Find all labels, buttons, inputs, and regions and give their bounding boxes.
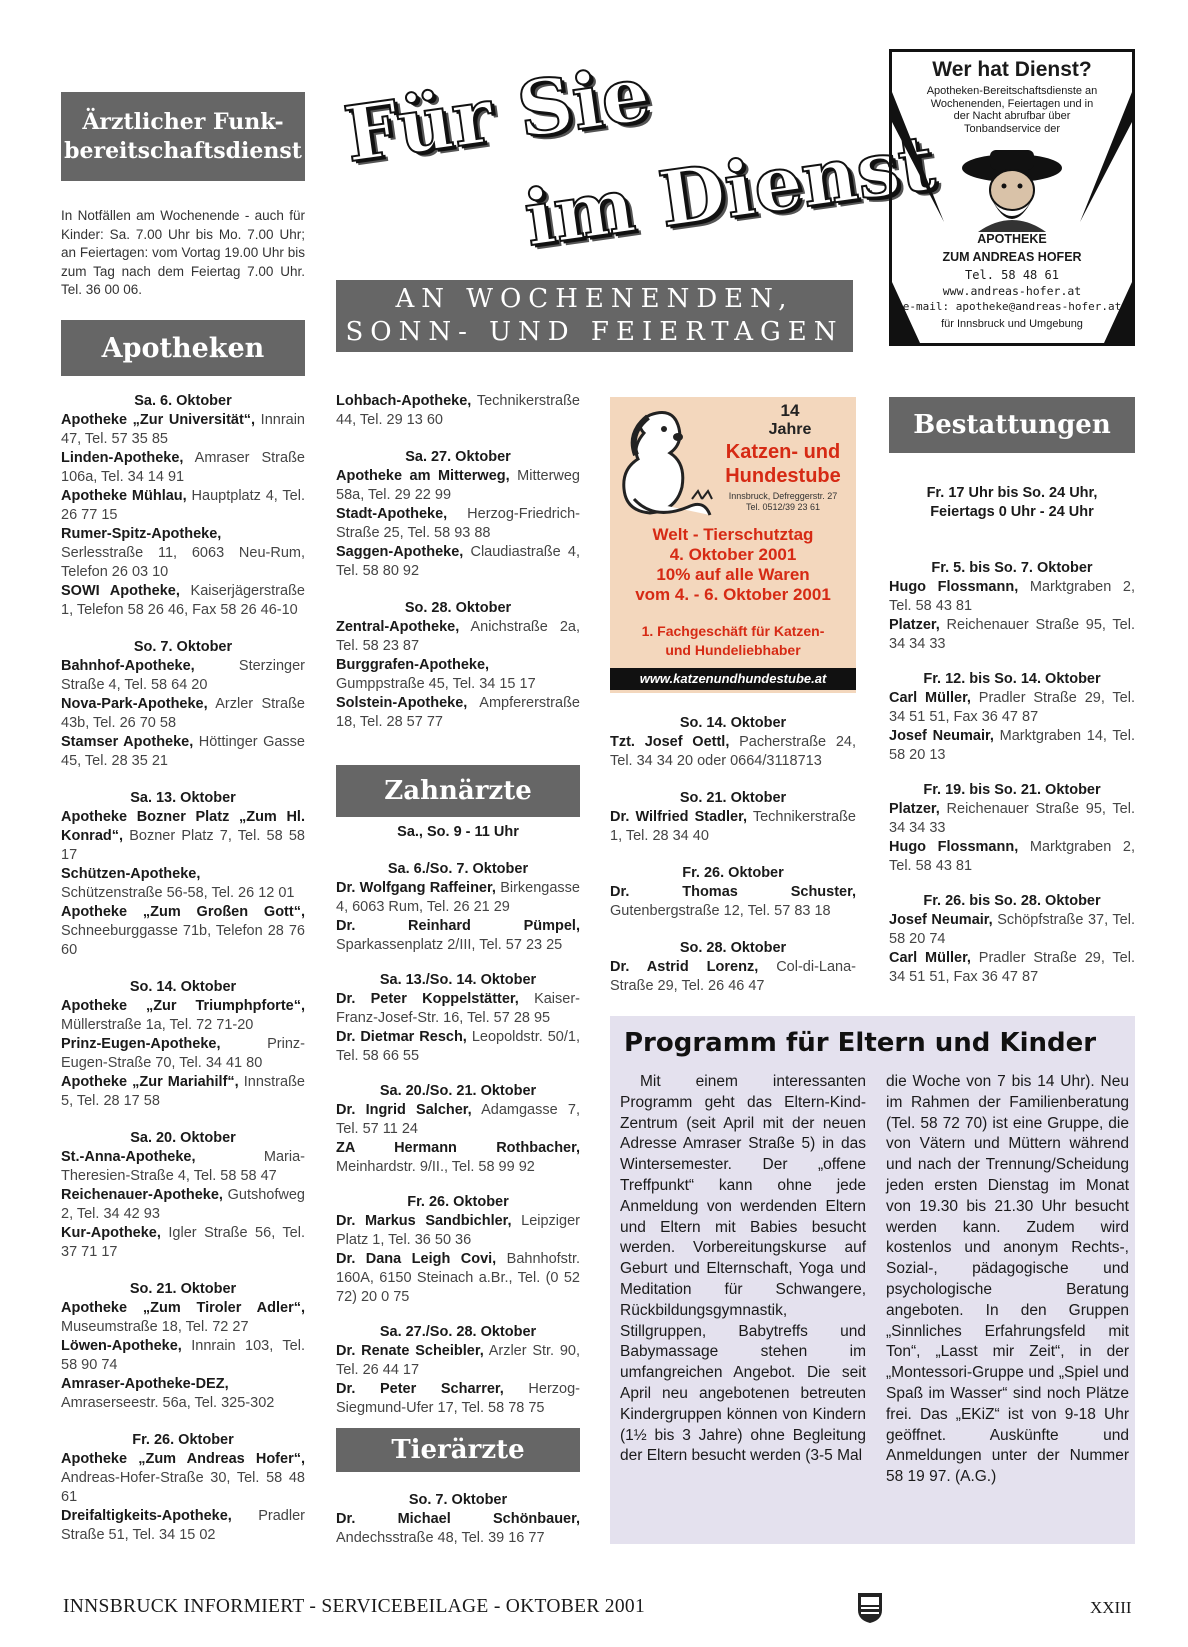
listing-entry xyxy=(336,656,580,694)
listing-details: Kaiserjägerstraße 1, Telefon 58 26 46, Fax 58 26 46-10 xyxy=(61,583,305,618)
listing-details: Kaiser-Franz-Josef-Str. 16, Tel. 57 28 95 xyxy=(336,991,580,1026)
listing-details: Prinz-Eugen-Straße 70, Tel. 34 41 80 xyxy=(61,1036,305,1071)
group-gap xyxy=(336,1066,580,1082)
listing-entry xyxy=(889,689,1135,727)
listing-entry xyxy=(61,449,305,487)
listing-name: Dr. Markus Sandbichler, xyxy=(336,1213,512,1229)
listing-name: Carl Müller, xyxy=(889,690,971,706)
listing-details: Schöpfstraße 37, Tel. 58 20 74 xyxy=(889,912,1135,947)
listing-details: Schützenstraße 56-58, Tel. 26 12 01 xyxy=(61,885,295,901)
listing-name: Josef Neumair, xyxy=(889,912,993,928)
listing-name: Hugo Flossmann, xyxy=(889,579,1019,595)
day-heading: So. 7. Oktober xyxy=(408,1492,508,1508)
ad-promo-4: vom 4. - 6. Oktober 2001 xyxy=(635,585,831,604)
group-gap xyxy=(61,620,305,638)
group-gap xyxy=(61,1262,305,1280)
listing-entry xyxy=(61,1375,305,1413)
ad-promo-2: 4. Oktober 2001 xyxy=(669,545,797,564)
group-gap xyxy=(610,846,856,864)
listing-name: Tzt. Josef Oettl, xyxy=(610,734,730,750)
listing-details: Birkengasse 4, 6063 Rum, Tel. 26 21 29 xyxy=(336,880,580,915)
day-heading: So. 7. Oktober xyxy=(133,639,233,655)
apotheken-col2 xyxy=(336,392,580,732)
listing-details: Herzog-Siegmund-Ufer 17, Tel. 58 78 75 xyxy=(336,1381,580,1416)
listing-details: Arzler Str. 90, Tel. 26 44 17 xyxy=(336,1343,580,1378)
listing-entry xyxy=(336,694,580,732)
bestattungen-hours-2: Feiertags 0 Uhr - 24 Uhr xyxy=(930,504,1094,520)
day-heading: So. 21. Oktober xyxy=(679,790,787,806)
listing-name: Zentral-Apotheke, xyxy=(336,619,460,635)
banner-line-1: Für Sie xyxy=(339,48,656,180)
listing-entry xyxy=(336,1250,580,1307)
day-heading: So. 14. Oktober xyxy=(679,715,787,731)
group-gap xyxy=(61,1413,305,1431)
listing-entry xyxy=(336,917,580,955)
listing-entry xyxy=(336,1510,580,1548)
apotheke-region: für Innsbruck und Umgebung xyxy=(941,318,1083,330)
listing-name: Amraser-Apotheke-DEZ, xyxy=(61,1376,229,1392)
listing-name: Saggen-Apotheke, xyxy=(336,544,464,560)
listing-name: Linden-Apotheke, xyxy=(61,450,184,466)
listing-entry xyxy=(336,1342,580,1380)
listing-entry xyxy=(61,1186,305,1224)
listing-name: Schützen-Apotheke, xyxy=(61,866,201,882)
notruf-header xyxy=(61,92,305,181)
day-heading: Sa. 27. Oktober xyxy=(405,449,511,465)
day-heading: Fr. 19. bis So. 21. Oktober xyxy=(923,782,1101,798)
bestattungen-title: Bestattungen xyxy=(913,410,1111,440)
ad-claim-2: und Hundeliebhaber xyxy=(665,642,801,658)
banner-subtitle xyxy=(336,280,853,352)
day-heading: So. 14. Oktober xyxy=(129,979,237,995)
listing-details: Sparkassenplatz 2/III, Tel. 57 23 25 xyxy=(336,937,563,953)
day-heading: Fr. 26. bis So. 28. Oktober xyxy=(923,893,1101,909)
listing-entry xyxy=(889,800,1135,838)
listing-details: Leopoldstr. 50/1, Tel. 58 66 55 xyxy=(336,1029,580,1064)
footer-text: INNSBRUCK INFORMIERT - SERVICEBEILAGE - OKTOBER 2001 xyxy=(63,1596,645,1617)
tieraerzte-col2 xyxy=(336,1491,580,1548)
listing-details: Gutenbergstraße 12, Tel. 57 83 18 xyxy=(610,903,831,919)
listing-entry xyxy=(889,616,1135,654)
dog-cat-illustration-icon xyxy=(614,403,724,533)
listing-name: Apotheke „Zur Universität“, xyxy=(61,412,256,428)
wer-hat-dienst-desc: Apotheken-Bereitschaftsdienste an Wochenenden, Feiertagen und in der Nacht abrufbar über Tonbandservice der xyxy=(926,85,1098,135)
listing-details: Innstraße 5, Tel. 28 17 58 xyxy=(61,1074,305,1109)
listing-details: Anichstraße 2a, Tel. 58 23 87 xyxy=(336,619,580,654)
day-heading: Fr. 26. Oktober xyxy=(132,1432,234,1448)
listing-entry xyxy=(61,695,305,733)
programm-text-col2: die Woche von 7 bis 14 Uhr). Neu im Rahmen der Familienberatung (Tel. 58 72 70) ist eine Gruppe, die von Vätern und Müttern während und nach der Trennung/Scheidung jeden ersten Dienstag im Monat von 19.30 bis 21.30 Uhr besucht werden kann. Zudem wird kostenlos und anonym Rechts-, Sozial-, pädagogische und psychologische Beratung angeboten. In den Gruppen „Sinnliches Erfahrungsfeld mit Ton“, „Lasst mir Zeit“, in der „Montessori-Gruppe und „Spiel und Spaß im Wasser“ sind noch Plätze frei. Das „EKiZ“ ist von 9-18 Uhr geöffnet. Auskünfte und Anmeldungen unter der Nummer 58 19 97. (A.G.) xyxy=(886,1073,1129,1486)
listing-name: Stamser Apotheke, xyxy=(61,734,194,750)
day-heading: Sa. 13./So. 14. Oktober xyxy=(379,972,537,988)
programm-text-col1: Mit einem interessanten Programm geht das Eltern-Kind-Zentrum (seit April mit der neuen Adresse Amraser Straße 5) in das Wintersemester. Der „offene Treffpunkt“ kann ohne jede Anmeldung von werdenden Eltern und Eltern mit Babies besucht werden. Vorbereitungskurse auf Geburt und Elternschaft, Yoga und Meditation für Schwangere, Rückbildungsgymnastik, Stillgruppen, Babytreffs und Babymassage stehen im umfangreichen Angebot. Die seit April neu angebotenen betreuten Kindergruppen können von Kindern (1½ bis 3 Jahre) ohne Begleitung der Eltern besucht werden (3-5 Mal xyxy=(620,1073,866,1465)
group-gap xyxy=(336,581,580,599)
listing-name: Prinz-Eugen-Apotheke, xyxy=(61,1036,221,1052)
listing-entry xyxy=(61,1337,305,1375)
listing-details: Amraserseestr. 56a, Tel. 325-302 xyxy=(61,1395,275,1411)
listing-entry xyxy=(336,505,580,543)
listing-name: Apotheke „Zum Tiroler Adler“, xyxy=(61,1300,305,1316)
group-gap xyxy=(61,960,305,978)
listing-entry xyxy=(336,467,580,505)
listing-details: Marktgraben 14, Tel. 58 20 13 xyxy=(889,728,1135,763)
banner-sub-2: SONN- UND FEIERTAGEN xyxy=(345,317,844,347)
listing-entry xyxy=(61,1450,305,1507)
listing-entry xyxy=(61,1035,305,1073)
listing-name: Dr. Peter Scharrer, xyxy=(336,1381,504,1397)
listing-name: Dr. Wolfgang Raffeiner, xyxy=(336,880,496,896)
zahnaerzte-col2 xyxy=(336,860,580,1418)
apotheken-title: Apotheken xyxy=(101,332,265,364)
group-gap xyxy=(336,1177,580,1193)
day-heading: Fr. 26. Oktober xyxy=(682,865,784,881)
day-heading: So. 28. Oktober xyxy=(404,600,512,616)
apotheken-col1 xyxy=(61,392,305,1545)
zahnaerzte-hours: Sa., So. 9 - 11 Uhr xyxy=(397,824,519,840)
listing-details: Marktgraben 2, Tel. 58 43 81 xyxy=(889,839,1135,874)
banner-sub-1: AN WOCHENENDEN, xyxy=(395,284,794,314)
listing-name: Solstein-Apotheke, xyxy=(336,695,468,711)
day-heading: So. 28. Oktober xyxy=(679,940,787,956)
listing-name: Dr. Reinhard Pümpel, xyxy=(336,918,580,934)
listing-details: Pradler Straße 29, Tel. 34 51 51, Fax 36 47 87 xyxy=(889,690,1135,725)
day-heading: Sa. 13. Oktober xyxy=(130,790,236,806)
listing-name: Apotheke am Mitterweg, xyxy=(336,468,510,484)
listing-entry xyxy=(336,990,580,1028)
ad-tel: Tel. 0512/39 23 61 xyxy=(745,502,821,512)
ad-shop-name-1: Katzen- und xyxy=(725,441,841,463)
day-heading: Sa. 6./So. 7. Oktober xyxy=(387,861,529,877)
listing-entry xyxy=(61,525,305,582)
listing-details: Pradler Straße 29, Tel. 34 51 51, Fax 36 47 87 xyxy=(889,950,1135,985)
listing-details: Museumstraße 18, Tel. 72 27 xyxy=(61,1319,249,1335)
ad-url[interactable]: www.katzenundhundestube.at xyxy=(610,668,856,690)
listing-details: Höttinger Gasse 45, Tel. 28 35 21 xyxy=(61,734,305,769)
listing-details: Reichenauer Straße 95, Tel. 34 34 33 xyxy=(889,801,1135,836)
listing-details: Technikerstraße 1, Tel. 28 34 40 xyxy=(610,809,856,844)
apotheken-header xyxy=(61,320,305,376)
listing-entry xyxy=(61,903,305,960)
programm-box xyxy=(610,1016,1135,1544)
ad-shop-name-2: Hundestube xyxy=(725,465,841,487)
listing-details: Ampfererstraße 18, Tel. 28 57 77 xyxy=(336,695,580,730)
listing-entry xyxy=(61,582,305,620)
listing-name: Dr. Thomas Schuster, xyxy=(610,884,856,900)
listing-name: St.-Anna-Apotheke, xyxy=(61,1149,196,1165)
tieraerzte-title: Tierärzte xyxy=(391,1435,525,1465)
listing-details: Andreas-Hofer-Straße 30, Tel. 58 48 61 xyxy=(61,1470,305,1505)
zahnaerzte-title: Zahnärzte xyxy=(384,776,532,806)
listing-details: Gumppstraße 45, Tel. 34 15 17 xyxy=(336,676,536,692)
bestattungen-header xyxy=(889,397,1135,453)
listing-entry xyxy=(61,487,305,525)
group-gap xyxy=(610,921,856,939)
notruf-title-2: bereitschaftsdienst xyxy=(64,137,302,164)
listing-entry xyxy=(610,733,856,771)
day-heading: Fr. 12. bis So. 14. Oktober xyxy=(923,671,1101,687)
ad-promo-3: 10% auf alle Waren xyxy=(656,565,810,584)
listing-details: Amraser Straße 106a, Tel. 34 14 91 xyxy=(61,450,305,485)
footer-page-number: XXIII xyxy=(1090,1598,1132,1617)
listing-entry xyxy=(61,657,305,695)
listing-entry xyxy=(610,883,856,921)
apotheke-web[interactable]: www.andreas-hofer.at xyxy=(942,284,1082,298)
listing-details: Marktgraben 2, Tel. 58 43 81 xyxy=(889,579,1135,614)
wer-hat-dienst-box xyxy=(889,49,1135,346)
listing-entry xyxy=(889,727,1135,765)
programm-title: Programm für Eltern und Kinder xyxy=(624,1028,1097,1058)
listing-name: Hugo Flossmann, xyxy=(889,839,1019,855)
listing-name: Dr. Ingrid Salcher, xyxy=(336,1102,472,1118)
ad-years-label: Jahre xyxy=(768,421,812,438)
group-gap xyxy=(336,955,580,971)
zahnaerzte-header xyxy=(336,765,580,817)
listing-details: Pacherstraße 24, Tel. 34 34 20 oder 0664/3118713 xyxy=(610,734,856,769)
group-gap xyxy=(61,771,305,789)
listing-name: Bahnhof-Apotheke, xyxy=(61,658,195,674)
day-heading: Fr. 5. bis So. 7. Oktober xyxy=(931,560,1093,576)
listing-entry xyxy=(610,958,856,996)
notruf-text: In Notfällen am Wochenende - auch für Kinder: Sa. 7.00 Uhr bis Mo. 7.00 Uhr; an Feiertagen: vom Vortag 19.00 Uhr bis zum Tag nach dem Feiertag 7.00 Uhr. Tel. 36 00 06. xyxy=(61,208,305,297)
listing-entry xyxy=(61,1148,305,1186)
listing-details: Schneeburggasse 71b, Telefon 28 76 60 xyxy=(61,923,305,958)
andreas-hofer-portrait-icon xyxy=(960,146,1064,232)
listing-entry xyxy=(336,543,580,581)
banner-line-2: im Dienst xyxy=(519,117,940,264)
listing-entry xyxy=(61,1224,305,1262)
listing-name: Dr. Wilfried Stadler, xyxy=(610,809,747,825)
listing-name: Burggrafen-Apotheke, xyxy=(336,657,490,673)
listing-name: Dr. Dana Leigh Covi, xyxy=(336,1251,497,1267)
ad-promo-1: Welt - Tierschutztag xyxy=(652,525,814,544)
listing-name: Dr. Peter Koppelstätter, xyxy=(336,991,519,1007)
listing-details: Maria-Theresien-Straße 4, Tel. 58 58 47 xyxy=(61,1149,305,1184)
listing-entry xyxy=(336,1101,580,1139)
listing-details: Mitterweg 58a, Tel. 29 22 99 xyxy=(336,468,580,503)
listing-entry xyxy=(61,997,305,1035)
listing-name: Josef Neumair, xyxy=(889,728,994,744)
listing-details: Leipziger Platz 1, Tel. 36 50 36 xyxy=(336,1213,580,1248)
listing-name: Kur-Apotheke, xyxy=(61,1225,161,1241)
listing-entry xyxy=(336,618,580,656)
listing-entry xyxy=(61,1073,305,1111)
listing-details: Col-di-Lana-Straße 29, Tel. 26 46 47 xyxy=(610,959,856,994)
listing-details: Bozner Platz 7, Tel. 58 58 17 xyxy=(61,828,305,863)
listing-name: Apotheke Bozner Platz „Zum Hl. Konrad“, xyxy=(61,809,305,844)
listing-name: Apotheke „Zum Großen Gott“, xyxy=(61,904,305,920)
listing-details: Igler Straße 56, Tel. 37 71 17 xyxy=(61,1225,305,1260)
group-gap xyxy=(336,1307,580,1323)
listing-details: Reichenauer Straße 95, Tel. 34 34 33 xyxy=(889,617,1135,652)
listing-entry xyxy=(61,411,305,449)
ad-years-number: 14 xyxy=(780,401,800,420)
listing-name: Platzer, xyxy=(889,801,940,817)
listing-details: Innrain 103, Tel. 58 90 74 xyxy=(61,1338,305,1373)
listing-details: Meinhardstr. 9/II., Tel. 58 99 92 xyxy=(336,1159,535,1175)
listing-name: Reichenauer-Apotheke, xyxy=(61,1187,223,1203)
day-heading: Sa. 20./So. 21. Oktober xyxy=(379,1083,537,1099)
notruf-title-1: Ärztlicher Funk- xyxy=(82,108,284,135)
listing-entry xyxy=(61,1299,305,1337)
listing-details: Hauptplatz 4, Tel. 26 77 15 xyxy=(61,488,305,523)
listing-name: Carl Müller, xyxy=(889,950,971,966)
listing-entry xyxy=(889,838,1135,876)
day-heading: So. 21. Oktober xyxy=(129,1281,237,1297)
apotheke-name-1: APOTHEKE xyxy=(977,232,1047,246)
listing-entry xyxy=(610,808,856,846)
bestattungen-hours-1: Fr. 17 Uhr bis So. 24 Uhr, xyxy=(926,485,1098,501)
tieraerzte-header xyxy=(336,1428,580,1472)
katzen-hundestube-ad xyxy=(610,397,856,693)
bestattungen-col xyxy=(889,559,1135,987)
listing-entry xyxy=(336,1139,580,1177)
group-gap xyxy=(889,876,1135,892)
listing-name: Apotheke „Zur Mariahilf“, xyxy=(61,1074,239,1090)
listing-name: Apotheke „Zur Triumphpforte“, xyxy=(61,998,305,1014)
listing-name: Stadt-Apotheke, xyxy=(336,506,448,522)
listing-name: Löwen-Apotheke, xyxy=(61,1338,182,1354)
listing-details: Serlesstraße 11, 6063 Neu-Rum, Telefon 26 03 10 xyxy=(61,545,305,580)
listing-name: Lohbach-Apotheke, xyxy=(336,393,472,409)
listing-details: Gutshofweg 2, Tel. 34 42 93 xyxy=(61,1187,305,1222)
tieraerzte-col3 xyxy=(610,714,856,996)
listing-entry xyxy=(889,949,1135,987)
group-gap xyxy=(889,654,1135,670)
apotheke-name-2: ZUM ANDREAS HOFER xyxy=(942,250,1082,264)
wer-hat-dienst-title: Wer hat Dienst? xyxy=(932,58,1092,81)
listing-details: Adamgasse 7, Tel. 57 11 24 xyxy=(336,1102,580,1137)
listing-name: Nova-Park-Apotheke, xyxy=(61,696,208,712)
listing-details: Innrain 47, Tel. 57 35 85 xyxy=(61,412,305,447)
innsbruck-coat-of-arms-icon xyxy=(857,1592,883,1624)
ad-address: Innsbruck, Defreggerstr. 27 xyxy=(728,491,838,501)
listing-details: Bahnhofstr. 160A, 6150 Steinach a.Br., Tel. (0 52 72) 20 0 75 xyxy=(336,1251,581,1305)
listing-details: Sterzinger Straße 4, Tel. 58 64 20 xyxy=(61,658,305,693)
listing-entry xyxy=(336,879,580,917)
listing-entry xyxy=(889,578,1135,616)
listing-entry xyxy=(336,1380,580,1418)
group-gap xyxy=(336,430,580,448)
listing-name: Apotheke „Zum Andreas Hofer“, xyxy=(61,1451,305,1467)
listing-details: Müllerstraße 1a, Tel. 72 71-20 xyxy=(61,1017,254,1033)
listing-name: Dr. Dietmar Resch, xyxy=(336,1029,467,1045)
group-gap xyxy=(61,1111,305,1129)
listing-name: Dr. Astrid Lorenz, xyxy=(610,959,759,975)
listing-details: Andechsstraße 48, Tel. 39 16 77 xyxy=(336,1530,545,1546)
listing-entry xyxy=(61,733,305,771)
listing-name: Dr. Michael Schönbauer, xyxy=(336,1511,580,1527)
listing-name: SOWI Apotheke, xyxy=(61,583,180,599)
apotheke-email[interactable]: e-mail: apotheke@andreas-hofer.at xyxy=(902,300,1122,313)
listing-entry xyxy=(61,808,305,865)
listing-entry xyxy=(889,911,1135,949)
group-gap xyxy=(610,771,856,789)
listing-details: Technikerstraße 44, Tel. 29 13 60 xyxy=(336,393,580,428)
listing-entry xyxy=(336,392,580,430)
listing-name: Rumer-Spitz-Apotheke, xyxy=(61,526,222,542)
day-heading: Sa. 6. Oktober xyxy=(134,393,232,409)
listing-name: Platzer, xyxy=(889,617,940,633)
listing-entry xyxy=(336,1212,580,1250)
listing-entry xyxy=(61,1507,305,1545)
day-heading: Fr. 26. Oktober xyxy=(407,1194,509,1210)
apotheke-tel: Tel. 58 48 61 xyxy=(965,268,1059,282)
listing-name: ZA Hermann Rothbacher, xyxy=(336,1140,580,1156)
listing-name: Apotheke Mühlau, xyxy=(61,488,187,504)
listing-details: Pradler Straße 51, Tel. 34 15 02 xyxy=(61,1508,305,1543)
listing-details: Claudiastraße 4, Tel. 58 80 92 xyxy=(336,544,580,579)
group-gap xyxy=(889,765,1135,781)
listing-entry xyxy=(61,865,305,903)
day-heading: Sa. 20. Oktober xyxy=(130,1130,236,1146)
listing-details: Herzog-Friedrich-Straße 25, Tel. 58 93 88 xyxy=(336,506,580,541)
listing-entry xyxy=(336,1028,580,1066)
listing-name: Dr. Renate Scheibler, xyxy=(336,1343,484,1359)
ad-claim-1: 1. Fachgeschäft für Katzen- xyxy=(641,623,825,639)
listing-name: Dreifaltigkeits-Apotheke, xyxy=(61,1508,232,1524)
day-heading: Sa. 27./So. 28. Oktober xyxy=(379,1324,537,1340)
listing-details: Arzler Straße 43b, Tel. 26 70 58 xyxy=(61,696,305,731)
